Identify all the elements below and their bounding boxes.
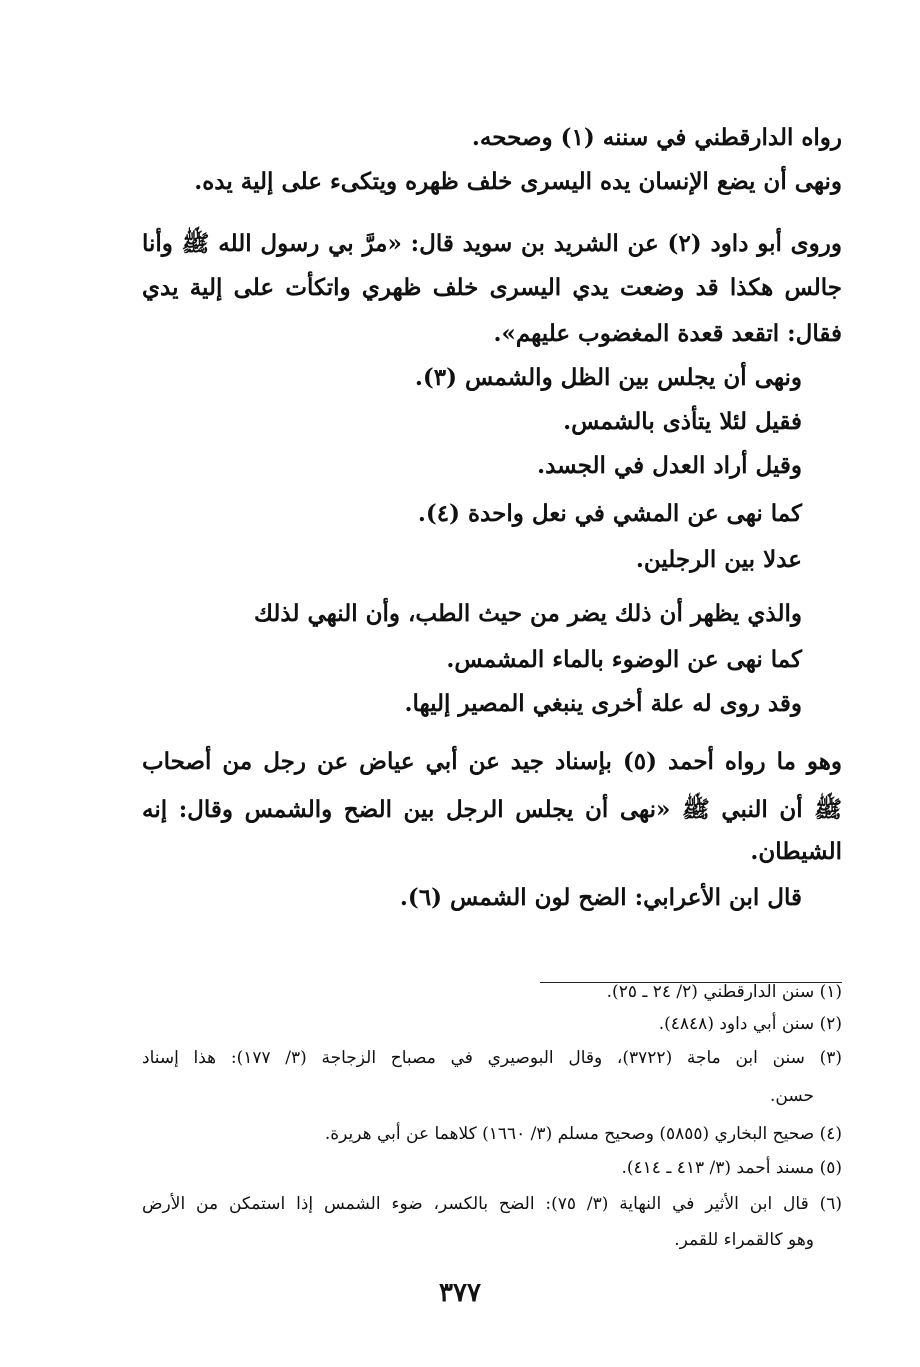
text-line: وقيل أراد العدل في الجسد. bbox=[537, 452, 802, 479]
footnote-line: (١) سنن الدارقطني (٢/ ٢٤ ـ ٢٥). bbox=[606, 982, 842, 1002]
text-line: كما نهى عن الوضوء بالماء المشمس. bbox=[446, 646, 802, 673]
text-line: كما نهى عن المشي في نعل واحدة (٤). bbox=[417, 500, 802, 527]
text-line: وهو ما رواه أحمد (٥) بإسناد جيد عن أبي عياض عن رجل من أصحاب bbox=[142, 748, 842, 775]
text-line: عدلا بين الرجلين. bbox=[635, 546, 802, 573]
text-line: ﷺ أن النبي ﷺ «نهى أن يجلس الرجل بين الضح والشمس وقال: إنه bbox=[142, 796, 842, 823]
footnote-line: (٦) قال ابن الأثير في النهاية (٣/ ٧٥): الضح بالكسر، ضوء الشمس إذا استمكن من الأرض bbox=[142, 1194, 842, 1214]
text-line: رواه الدارقطني في سننه (١) وصححه. bbox=[471, 124, 842, 151]
page-number: ٣٧٧ bbox=[439, 1278, 481, 1308]
text-line: ونهى أن يجلس بين الظل والشمس (٣). bbox=[414, 364, 802, 391]
footnote-line: (٥) مسند أحمد (٣/ ٤١٣ ـ ٤١٤). bbox=[621, 1158, 842, 1178]
text-line: قال ابن الأعرابي: الضح لون الشمس (٦). bbox=[399, 884, 802, 911]
footnote-line: (٢) سنن أبي داود (٤٨٤٨). bbox=[658, 1014, 842, 1034]
text-line: جالس هكذا قد وضعت يدي اليسرى خلف ظهري واتكأت على إلية يدي bbox=[142, 274, 842, 301]
footnote-line: حسن. bbox=[769, 1086, 814, 1106]
text-line: فقال: اتقعد قعدة المغضوب عليهم». bbox=[493, 320, 842, 347]
text-line: الشيطان. bbox=[750, 838, 842, 865]
text-line: والذي يظهر أن ذلك يضر من حيث الطب، وأن النهي لذلك bbox=[254, 600, 802, 627]
footnote-line: (٣) سنن ابن ماجة (٣٧٢٢)، وقال البوصيري في مصباح الزجاجة (٣/ ١٧٧): هذا إسناد bbox=[142, 1048, 842, 1068]
text-line: فقيل لئلا يتأذى بالشمس. bbox=[563, 408, 802, 435]
footnote-line: وهو كالقمراء للقمر. bbox=[674, 1230, 814, 1250]
text-line: ونهى أن يضع الإنسان يده اليسرى خلف ظهره ويتكىء على إلية يده. bbox=[194, 168, 842, 195]
text-line: وقد روى له علة أخرى ينبغي المصير إليها. bbox=[404, 690, 802, 717]
footnote-line: (٤) صحيح البخاري (٥٨٥٥) وصحيح مسلم (٣/ ١٦٦٠) كلاهما عن أبي هريرة. bbox=[324, 1124, 842, 1144]
text-line: وروى أبو داود (٢) عن الشريد بن سويد قال: «مرَّ بي رسول الله ﷺ وأنا bbox=[142, 230, 842, 257]
